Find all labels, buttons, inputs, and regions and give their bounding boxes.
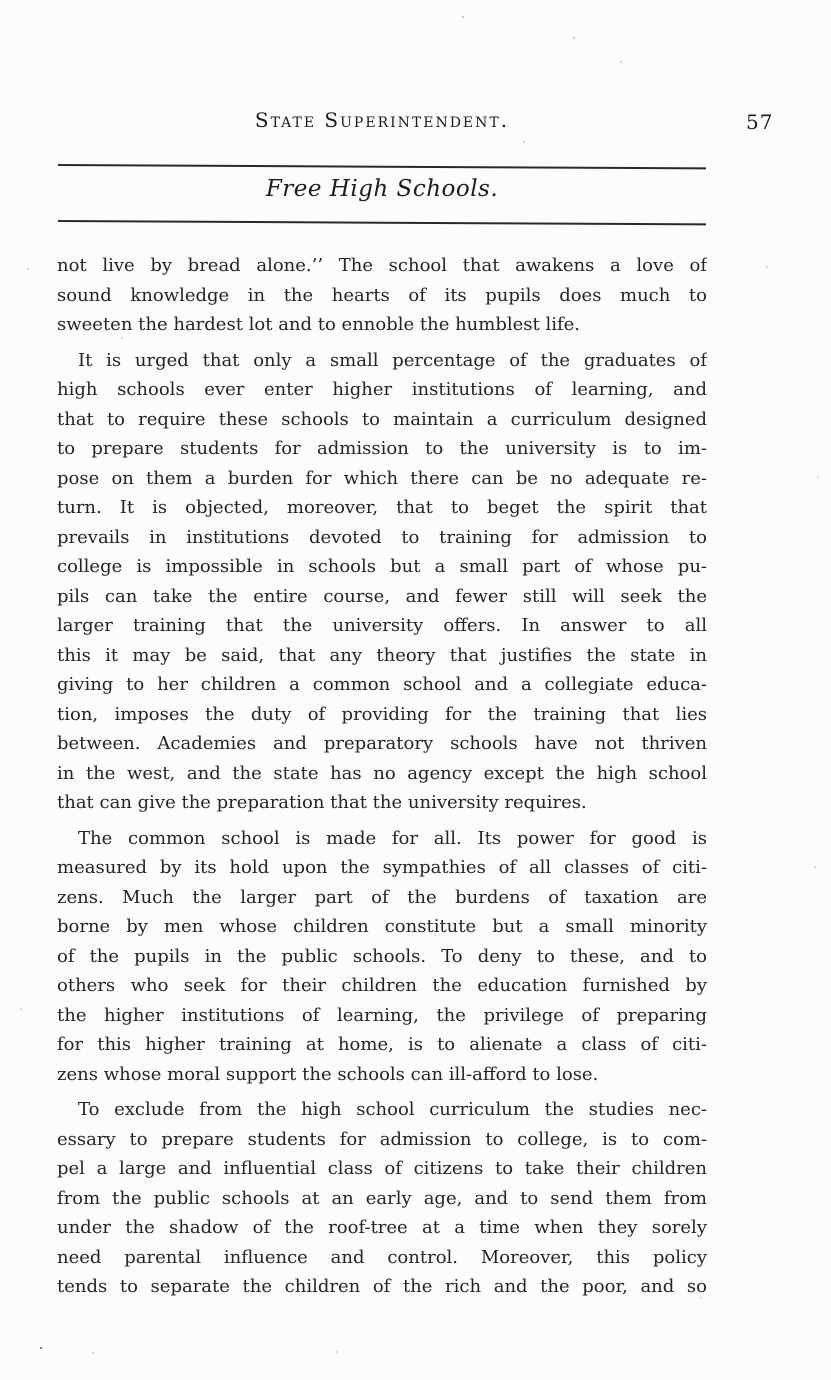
text-line: not live by bread alone.’’ The school that awakens a love of — [57, 255, 707, 276]
text-line: others who seek for their children the education furnished by — [57, 975, 707, 996]
text-line: need parental influence and control. Moreover, this policy — [57, 1246, 707, 1268]
text-line: To exclude from the high school curriculum the studies nec- — [78, 1099, 707, 1120]
text-line: essary to prepare students for admission to college, is to com- — [57, 1128, 707, 1150]
text-line: this it may be said, that any theory that justifies the state in — [57, 644, 707, 666]
paragraph — [57, 346, 707, 818]
page-body — [57, 251, 707, 1308]
text-line: zens. Much the larger part of the burdens of taxation are — [57, 886, 707, 908]
text-line: turn. It is objected, moreover, that to beget the spirit that — [57, 497, 707, 518]
text-line: in the west, and the state has no agency except the high school — [57, 762, 707, 784]
text-line: tends to separate the children of the rich and the poor, and so — [57, 1276, 707, 1297]
text-line: measured by its hold upon the sympathies of all classes of citi- — [57, 857, 707, 878]
text-line: pils can take the entire course, and fewer still will seek the — [57, 585, 707, 607]
paragraph — [57, 1095, 707, 1302]
scan-noise-specks — [462, 16, 464, 18]
horizontal-rule-top — [58, 164, 706, 169]
text-line: pel a large and influential class of citizens to take their children — [57, 1158, 707, 1179]
paragraph — [57, 824, 707, 1090]
page-number: 57 — [746, 110, 774, 134]
text-line: the higher institutions of learning, the privilege of preparing — [57, 1004, 707, 1026]
text-line: high schools ever enter higher institutions of learning, and — [57, 379, 707, 400]
text-line: larger training that the university offers. In answer to all — [57, 615, 707, 636]
text-line: between. Academies and preparatory schools have not thriven — [57, 733, 707, 754]
text-line: It is urged that only a small percentage of the graduates of — [78, 349, 707, 371]
text-line: sound knowledge in the hearts of its pupils does much to — [57, 284, 707, 306]
text-line: from the public schools at an early age, and to send them from — [57, 1187, 707, 1209]
text-line: college is impossible in schools but a small part of whose pu- — [57, 556, 707, 577]
paragraph — [57, 251, 707, 340]
text-line: that to require these schools to maintain a curriculum designed — [57, 408, 707, 430]
text-line: under the shadow of the roof-tree at a time when they sorely — [57, 1217, 707, 1238]
text-line: that can give the preparation that the university requires. — [57, 792, 587, 813]
text-line: of the pupils in the public schools. To deny to these, and to — [57, 945, 707, 967]
text-line: pose on them a burden for which there can be no adequate re- — [57, 467, 707, 489]
text-line: zens whose moral support the schools can ill-afford to lose. — [57, 1063, 599, 1085]
text-line: prevails in institutions devoted to training for admission to — [57, 526, 707, 548]
running-header-title: State Superintendent. — [254, 108, 510, 132]
text-line: to prepare students for admission to the university is to im- — [57, 438, 707, 459]
text-line: The common school is made for all. Its power for good is — [78, 827, 707, 849]
section-title: Free High Schools. — [265, 176, 499, 202]
text-line: giving to her children a common school and a collegiate educa- — [57, 674, 707, 695]
text-line: sweeten the hardest lot and to ennoble the humblest life. — [57, 314, 581, 335]
text-line: tion, imposes the duty of providing for the training that lies — [57, 703, 707, 725]
text-line: borne by men whose children constitute but a small minority — [57, 916, 707, 937]
horizontal-rule-bottom — [58, 220, 706, 225]
text-line: for this higher training at home, is to alienate a class of citi- — [57, 1034, 707, 1055]
